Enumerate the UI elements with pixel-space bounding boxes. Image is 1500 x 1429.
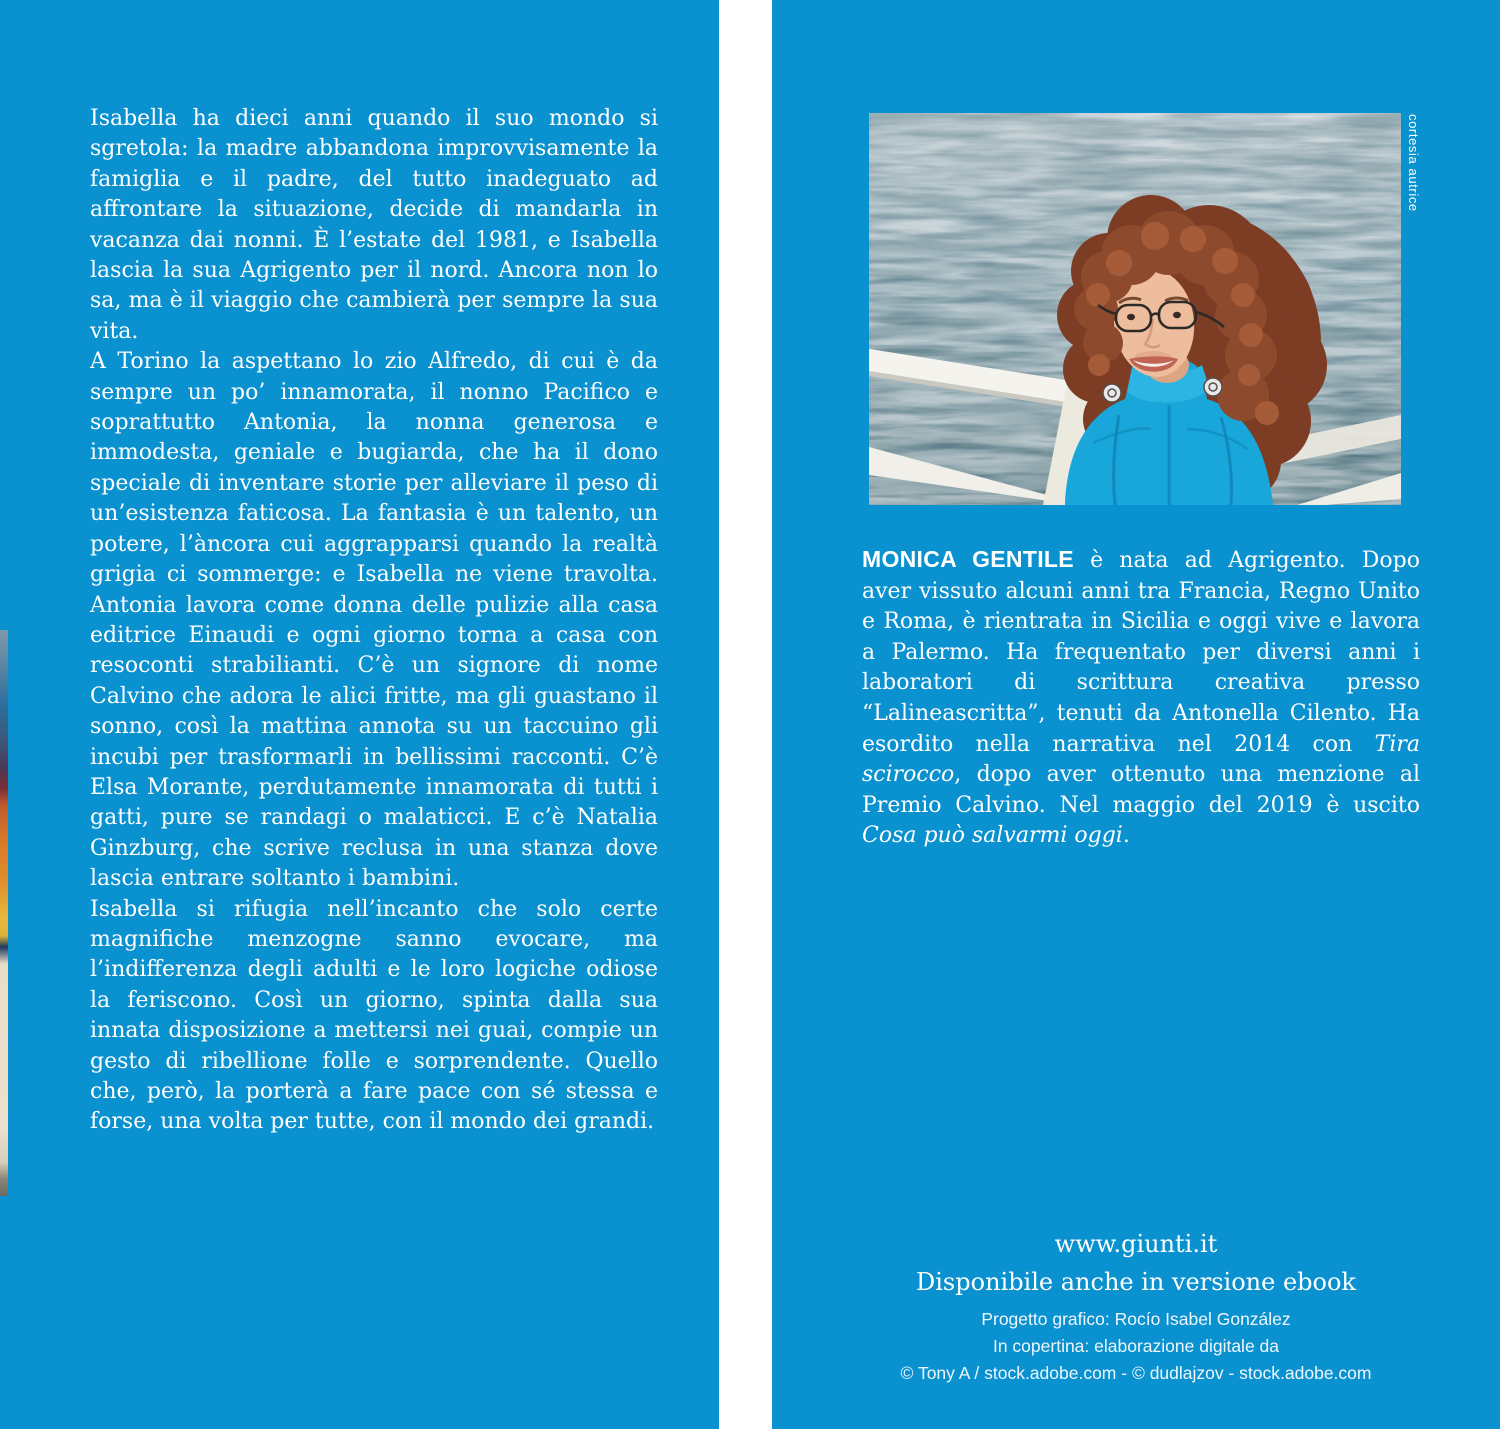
- book-title-italic: Tira scirocco: [862, 731, 1420, 788]
- bio-part3: .: [1122, 823, 1130, 849]
- synopsis-paragraph: Isabella si rifugia nell’incanto che solo certe magnifiche menzogne sanno evocare, ma l’indifferenza degli adulti e le loro logiche odiose la feriscono. Così un giorno, spinta dalla sua innata disposizione a mettersi nei guai, compie un gesto di ribellione folle e sorprendente. Quello che, però, la porterà a fare pace con sé stessa e forse, una volta per tutte, con il mondo dei grandi.: [90, 896, 658, 1135]
- author-photo-illustration: [869, 113, 1401, 505]
- author-photo: [869, 113, 1401, 505]
- bio-part1: è nata ad Agrigento. Dopo aver vissuto alcuni anni tra Francia, Regno Unito e Roma, è rientrata in Sicilia e oggi vive e lavora a Palermo. Ha frequentato per diversi anni i laboratori di scrittura creativa presso “Lalineascritta”, tenuti da Antonella Cilento. Ha esordito nella narrativa nel 2014 con: [862, 548, 1420, 757]
- book-title-italic: Cosa può salvarmi oggi: [862, 823, 1123, 849]
- photo-credit: cortesia autrice: [1406, 114, 1421, 212]
- synopsis-paragraph: A Torino la aspettano lo zio Alfredo, di cui è da sempre un po’ innamorata, il nonno Pacifico e soprattutto Antonia, la nonna generosa e immodesta, geniale e bugiarda, che ha il dono speciale di inventare storie per alleviare il peso di un’esistenza faticosa. La fantasia è un talento, un potere, l’àncora cui aggrapparsi quando la realtà grigia ci sommerge: e Isabella ne viene travolta. Antonia lavora come donna delle pulizie alla casa editrice Einaudi e ogni giorno torna a casa con resoconti strabilianti. C’è un signore di nome Calvino che adora le alici fritte, ma gli guastano il sonno, così la mattina annota su un taccuino gli incubi per trasformarli in bellissimi racconti. C’è Elsa Morante, perdutamente innamorata di tutti i gatti, pure se randagi o malaticci. E c’è Natalia Ginzburg, che scrive reclusa in una stanza dove lascia entrare soltanto i bambini.: [90, 349, 658, 892]
- ebook-availability: Disponibile anche in versione ebook: [916, 1268, 1356, 1296]
- design-credits: [772, 1306, 1500, 1387]
- bio-part2: , dopo aver ottenuto una menzione al Premio Calvino. Nel maggio del 2019 è uscito: [862, 762, 1420, 818]
- author-bio: [862, 544, 1420, 852]
- synopsis-text: [90, 104, 658, 1138]
- publisher-website: www.giunti.it: [1054, 1230, 1218, 1258]
- synopsis-paragraph: Isabella ha dieci anni quando il suo mondo si sgretola: la madre abbandona improvvisamente la famiglia e il padre, del tutto inadeguato ad affrontare la situazione, decide di mandarla in vacanza dai nonni. È l’estate del 1981, e Isabella lascia la sua Agrigento per il nord. Ancora non lo sa, ma è il viaggio che cambierà per sempre la sua vita.: [90, 106, 658, 344]
- author-name: MONICA GENTILE: [862, 546, 1074, 572]
- cover-edge-strip: [0, 630, 8, 1196]
- credit-line: Progetto grafico: Rocío Isabel González: [981, 1309, 1291, 1329]
- credit-line: © Tony A / stock.adobe.com - © dudlajzov - stock.adobe.com: [900, 1363, 1372, 1383]
- credit-line: In copertina: elaborazione digitale da: [992, 1336, 1280, 1356]
